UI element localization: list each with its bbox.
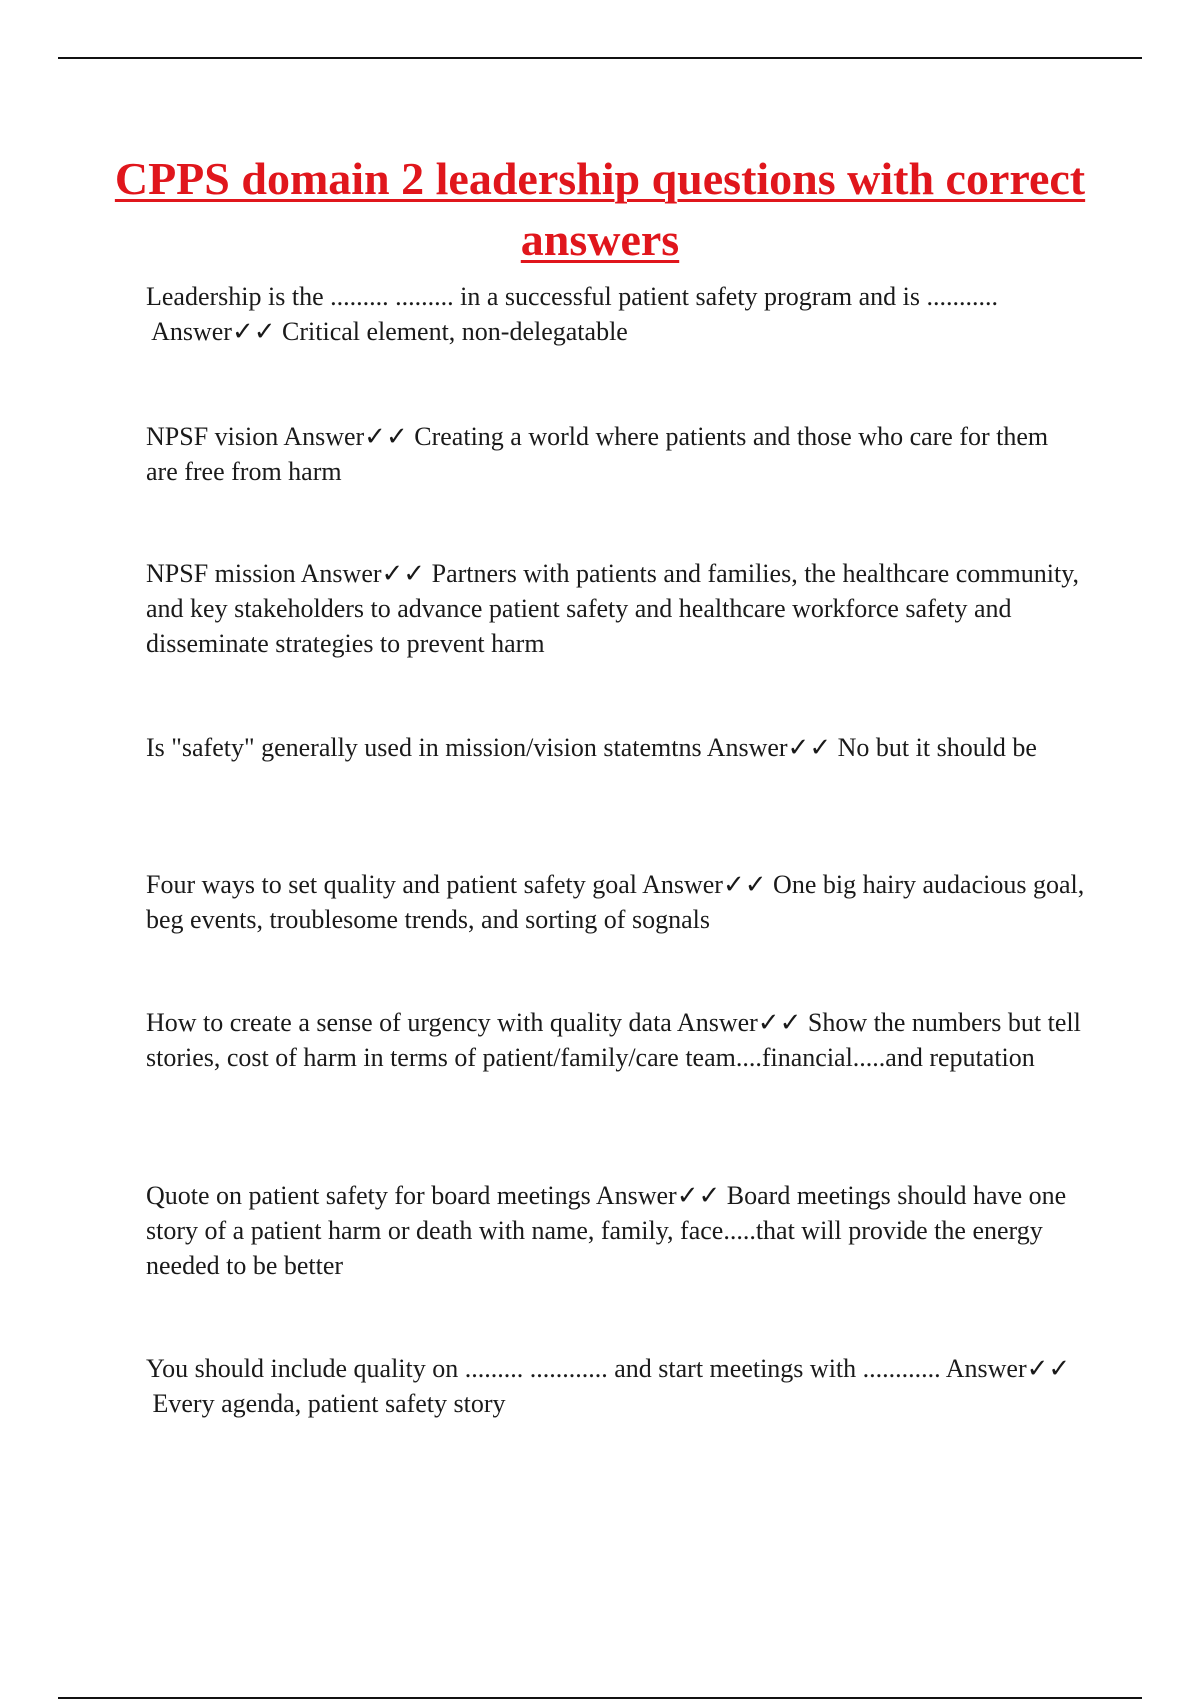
question-text: NPSF vision	[146, 422, 279, 451]
document-title: CPPS domain 2 leadership questions with correct answers	[114, 153, 1086, 265]
qa-item-4	[146, 730, 1086, 765]
qa-item-5	[146, 867, 1086, 937]
qa-item-8	[146, 1351, 1086, 1421]
qa-item-2	[146, 419, 1086, 489]
title-block	[100, 148, 1100, 270]
qa-item-6	[146, 1005, 1086, 1075]
answer-text: Show the numbers but tell stories, cost of harm in terms of patient/family/care team....financial.....and reputation	[146, 1008, 1081, 1072]
qa-item-7	[146, 1178, 1086, 1283]
answer-marker: Answer✓✓	[595, 1181, 721, 1210]
answer-text: Partners with patients and families, the healthcare community, and key stakeholders to advance patient safety and healthcare workforce safety and disseminate strategies to prevent harm	[146, 559, 1080, 658]
answer-marker: Answer✓✓	[300, 559, 426, 588]
question-text: NPSF mission	[146, 559, 296, 588]
answer-marker: Answer✓✓	[706, 733, 832, 762]
question-text: Four ways to set quality and patient safety goal	[146, 870, 638, 899]
answer-text: No but it should be	[837, 733, 1037, 762]
answer-text: Every agenda, patient safety story	[152, 1389, 506, 1418]
answer-marker: Answer✓✓	[151, 317, 276, 346]
answer-text: Board meetings should have one story of a patient harm or death with name, family, face.....that will provide the energy needed to be better	[146, 1181, 1067, 1280]
qa-item-3	[146, 556, 1086, 661]
footer-rule	[58, 1697, 1142, 1699]
question-text: Is "safety" generally used in mission/vision statemtns	[146, 733, 702, 762]
header-rule	[58, 57, 1142, 59]
answer-marker: Answer✓✓	[676, 1008, 802, 1037]
answer-text: Critical element, non-delegatable	[282, 317, 628, 346]
question-text: How to create a sense of urgency with quality data	[146, 1008, 672, 1037]
question-text: Quote on patient safety for board meetings	[146, 1181, 591, 1210]
question-text: You should include quality on ......... ............ and start meetings with ............	[146, 1354, 941, 1383]
answer-text: Creating a world where patients and those who care for them are free from harm	[146, 422, 1049, 486]
question-text: Leadership is the ......... ......... in a successful patient safety program and is ...........	[146, 282, 999, 311]
answer-marker: Answer✓✓	[945, 1354, 1071, 1383]
answer-text: One big hairy audacious goal, beg events, troublesome trends, and sorting of sognals	[146, 870, 1085, 934]
answer-marker: Answer✓✓	[283, 422, 408, 451]
answer-marker: Answer✓✓	[642, 870, 767, 899]
qa-item-1	[146, 279, 1086, 349]
